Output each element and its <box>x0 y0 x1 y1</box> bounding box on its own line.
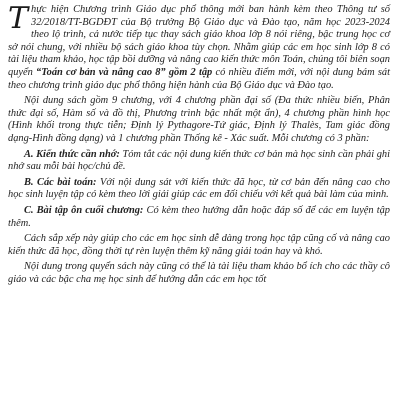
part-b-paragraph <box>8 177 390 202</box>
part-a-paragraph <box>8 149 390 174</box>
part-b-text: Với nội dung sát với kiến thức đã học, từ cơ bản đến nâng cao cho học sinh luyện tập có kèm theo lời giải giúp các em đối chiếu với kết quả bài làm của mình. <box>8 176 390 201</box>
part-b-label: B. Các bài toán: <box>24 176 97 188</box>
part-c-label: C. Bài tập ôn cuối chương: <box>24 204 144 216</box>
part-a-label: A. Kiến thức cần nhớ: <box>24 148 120 160</box>
drop-cap: T <box>8 1 29 36</box>
intro-paragraph <box>8 1 390 92</box>
part-c-paragraph <box>8 205 390 230</box>
intro-text-1: hực hiện Chương trình Giáo dục phổ thông mới ban hành kèm theo Thông tư số 32/2018/TT-BGDĐT của Bộ trưởng Bộ Giáo dục và Đào tạo, năm học 2023-2024 theo lộ trình, cả nước tiếp tục thay sách giáo khoa lớp 8 nói riêng, bậc trung học cơ sở nói chung, với nhiều bộ sách giáo khoa tùy chọn. Nhằm giúp các em học sinh lớp 8 có tài liệu tham khảo, học tập bồi dưỡng và nâng cao kiến thức môn Toán, chúng tôi biên soạn quyển <box>8 4 390 78</box>
structure-paragraph: Nội dung sách gồm 9 chương, với 4 chương phần đại số (Đa thức nhiều biến, Phân thức đại số, Hàm số và đồ thị, Phương trình bậc nhất một ẩn), 4 chương phần hình học (Hình khối trong thực tiễn; Định lý Pythagore-Tứ giác, Định lý Thalès, Tam giác đồng dạng-Hình đồng dạng) và 1 chương phần Thống kê - Xác suất. Mỗi chương có 3 phần: <box>8 95 390 144</box>
part-a-text: Tóm tắt các nội dung kiến thức cơ bản mà học sinh cần phải ghi nhớ sau mỗi bài học/chủ đề. <box>8 148 391 173</box>
closing-paragraph-2: Nội dung trong quyển sách này cũng có thể là tài liệu tham khảo bổ ích cho các thầy cô giáo và các bậc cha mẹ học sinh để hướng dẫn các em học tốt <box>8 261 390 285</box>
book-title: “Toán cơ bản và nâng cao 8” gồm 2 tập <box>36 66 213 78</box>
closing-paragraph-1: Cách sắp xếp này giúp cho các em học sinh dễ dàng trong học tập cũng cố và nâng cao kiến thức đã học, đồng thời tự rèn luyện thêm kỹ năng giải toán hay và khó. <box>8 233 390 257</box>
intro-text-2: có nhiều điểm mới, với nội dung bám sát theo chương trình giáo dục phổ thông hiện hành của Bộ Giáo dục và Đào tạo. <box>8 66 390 91</box>
part-c-text: Có kèm theo hướng dẫn hoặc đáp số để các em luyện tập thêm. <box>8 204 390 229</box>
